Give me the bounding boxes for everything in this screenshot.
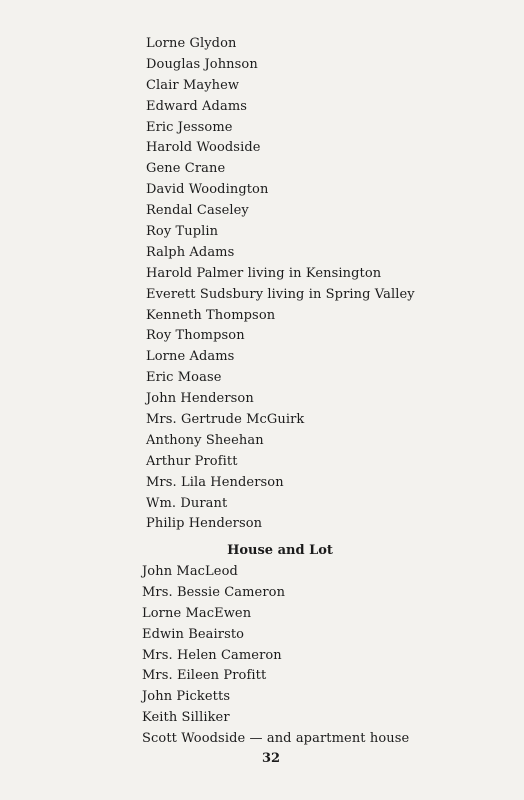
section-heading: House and Lot — [227, 543, 333, 558]
list-item: Eric Jessome — [146, 119, 233, 135]
list-item: Clair Mayhew — [146, 77, 240, 93]
list-item: John Henderson — [146, 391, 254, 407]
list-item: Mrs. Helen Cameron — [142, 647, 282, 663]
list-item: Lorne Adams — [146, 349, 235, 365]
house-and-lot-list — [142, 562, 409, 750]
list-item: Rendal Caseley — [146, 203, 249, 219]
list-item: John MacLeod — [142, 564, 238, 579]
list-item: Mrs. Eileen Profitt — [142, 668, 267, 684]
page-number: 32 — [261, 751, 281, 766]
list-item: Everett Sudsbury living in Spring Valley — [146, 286, 415, 302]
list-item: Roy Thompson — [146, 328, 245, 344]
list-item: Harold Woodside — [146, 140, 261, 156]
list-item: Eric Moase — [146, 370, 222, 386]
list-item: Lorne Glydon — [146, 36, 237, 51]
list-item: John Picketts — [142, 689, 231, 705]
list-item: Mrs. Lila Henderson — [146, 474, 284, 490]
list-item: Mrs. Gertrude McGuirk — [146, 412, 305, 428]
list-item: Kenneth Thompson — [146, 307, 276, 323]
list-item: Philip Henderson — [146, 516, 263, 532]
list-item: Roy Tuplin — [146, 224, 219, 240]
list-item: Mrs. Bessie Cameron — [142, 584, 286, 600]
list-item: Gene Crane — [146, 161, 226, 177]
list-item: Lorne MacEwen — [142, 605, 252, 621]
list-item: Edward Adams — [146, 98, 248, 114]
list-item: Keith Silliker — [142, 710, 230, 726]
list-item: Arthur Profitt — [146, 453, 238, 469]
names-list — [146, 34, 415, 535]
list-item: Ralph Adams — [146, 244, 235, 260]
list-item: Douglas Johnson — [146, 56, 258, 72]
list-item: Edwin Beairsto — [142, 626, 245, 642]
list-item: Harold Palmer living in Kensington — [146, 265, 382, 281]
list-item: Wm. Durant — [146, 495, 228, 511]
list-item: Scott Woodside — and apartment house — [142, 731, 410, 747]
list-item: David Woodington — [146, 182, 269, 198]
list-item: Anthony Sheehan — [146, 432, 264, 448]
